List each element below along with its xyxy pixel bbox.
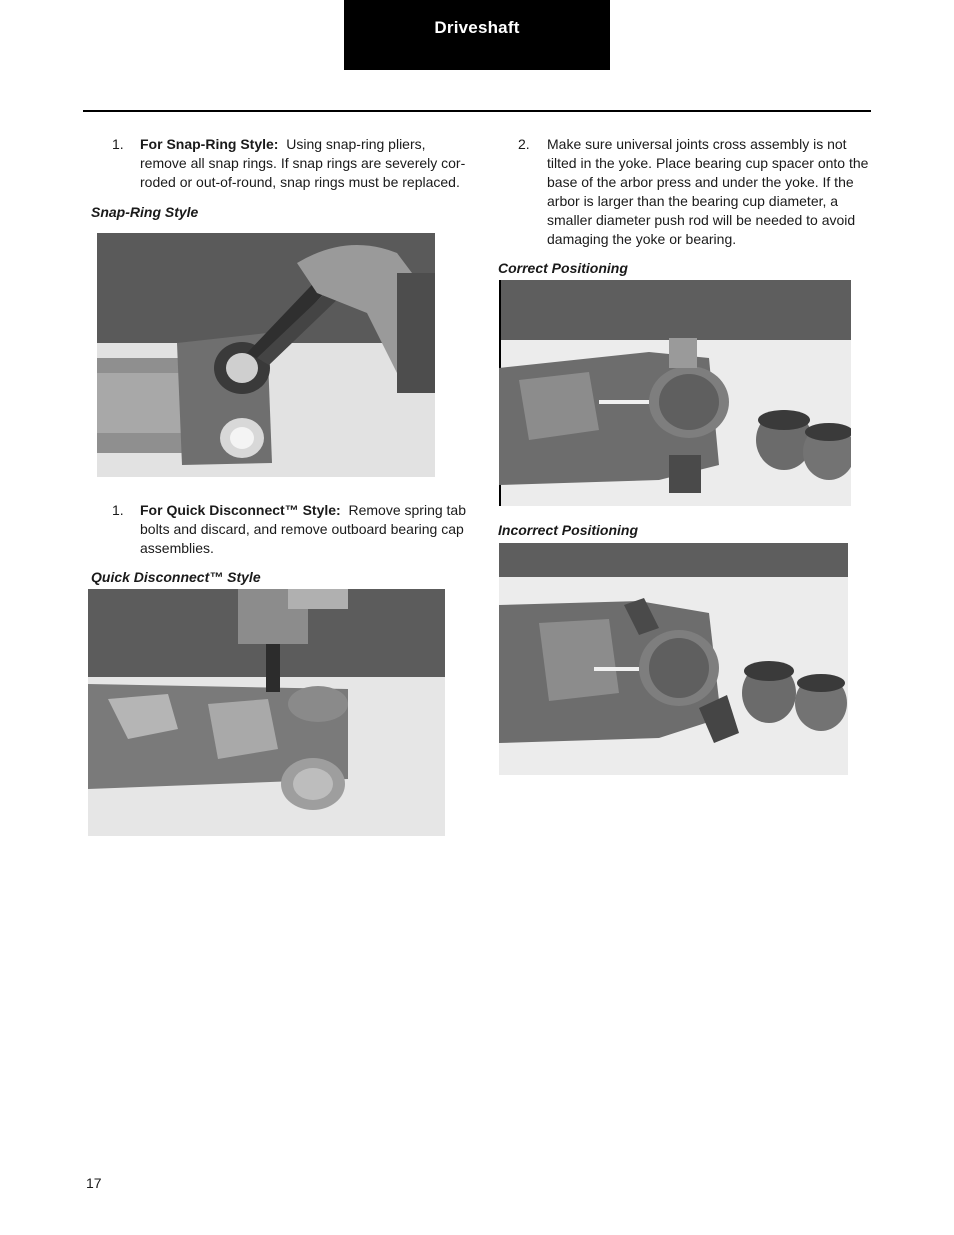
step-quick-disconnect	[112, 501, 472, 561]
step-positioning	[518, 135, 878, 255]
step-line-4: arbor is larger than the bearing cup diameter, a	[547, 193, 839, 209]
section-title: Driveshaft	[434, 18, 520, 37]
step-number: 2.	[518, 136, 530, 152]
section-header-tab	[344, 0, 610, 70]
step-line-1: Make sure universal joints cross assembly is not	[547, 136, 847, 152]
photo-correct-positioning	[499, 280, 851, 506]
photo-incorrect-positioning	[499, 543, 848, 775]
caption-correct-positioning: Correct Positioning	[498, 260, 628, 276]
step-line-5: smaller diameter push rod will be needed to avoid	[547, 212, 856, 228]
caption-snap-ring: Snap-Ring Style	[91, 204, 199, 220]
page-number: 17	[86, 1175, 102, 1191]
step-line-1: Remove spring tab	[348, 502, 467, 518]
photo-snap-ring-pliers	[97, 233, 435, 477]
caption-incorrect-positioning: Incorrect Positioning	[498, 522, 639, 538]
step-number: 1.	[112, 136, 124, 152]
step-snap-ring	[112, 135, 472, 195]
step-line-2: tilted in the yoke. Place bearing cup spacer onto the	[547, 155, 869, 171]
photo-quick-disconnect	[88, 589, 445, 836]
step-number: 1.	[112, 502, 124, 518]
step-line-3: roded or out-of-round, snap rings must be replaced.	[140, 174, 460, 190]
step-label: For Quick Disconnect™ Style:	[140, 502, 341, 518]
step-line-2: bolts and discard, and remove outboard bearing cap	[140, 521, 464, 537]
step-line-6: damaging the yoke or bearing.	[547, 231, 737, 247]
caption-quick-disconnect: Quick Disconnect™ Style	[91, 569, 261, 585]
header-rule	[83, 110, 871, 112]
step-line-3: assemblies.	[140, 540, 214, 556]
step-label: For Snap-Ring Style:	[140, 136, 279, 152]
step-line-1: Using snap-ring pliers,	[286, 136, 426, 152]
step-line-2: remove all snap rings. If snap rings are severely cor-	[140, 155, 466, 171]
step-line-3: base of the arbor press and under the yoke. If the	[547, 174, 854, 190]
